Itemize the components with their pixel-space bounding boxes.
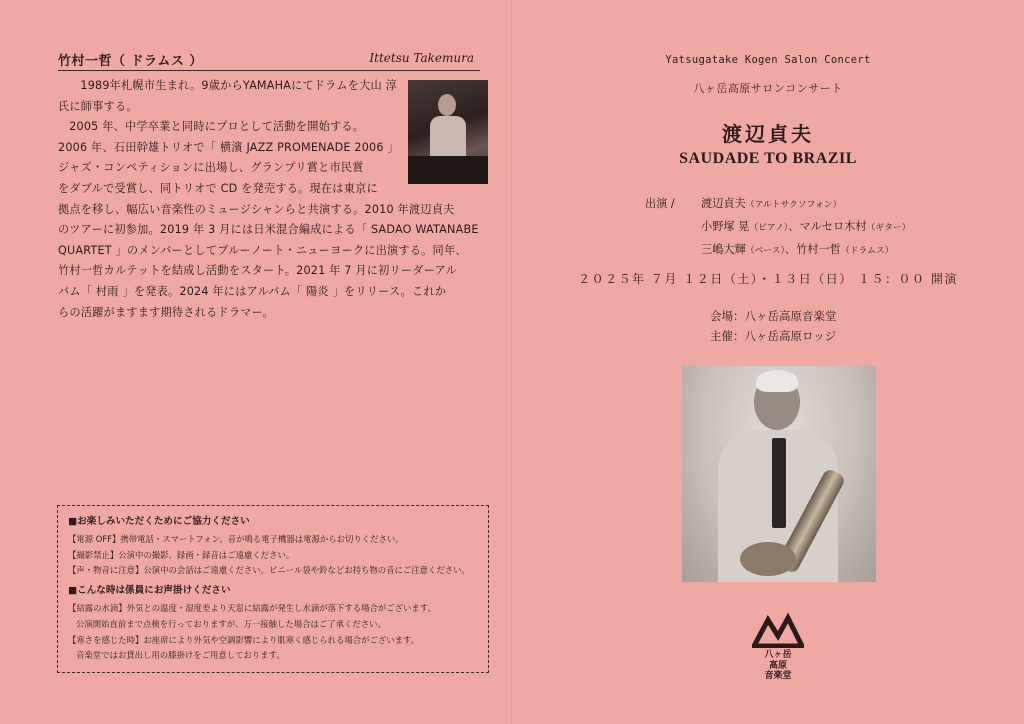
notice-heading-staff: ■こんな時は係員にお声掛けください <box>68 585 231 597</box>
bio-line: 2005 年、中学卒業と同時にプロとして活動を開始する。 <box>69 120 365 134</box>
bio-line: 竹村一哲カルテットを結成し活動をスタート。2021 年 7 月に初リーダーアル <box>58 264 457 278</box>
notice-item: 【結露の水滴】外気との温度・湿度差より天窓に結露が発生し水滴が落下する場合がございます。 <box>68 602 436 613</box>
host-line: 主催：八ヶ岳高原ロッジ <box>710 329 837 343</box>
performer-row <box>645 193 910 216</box>
performers-label: 出演 / <box>645 197 675 210</box>
photo-hair <box>756 370 798 392</box>
notice-item: 【撮影禁止】公演中の撮影、録画・録音はご遠慮ください。 <box>68 549 295 560</box>
performer-name: 小野塚 晃 <box>701 220 750 233</box>
notice-item: 公演開始直前まで点検を行っておりますが、万一接触した場合はご了承ください。 <box>76 618 386 629</box>
bio-line: 1989年札幌市生まれ。9歳からYAMAHAにてドラムを大山 淳 <box>80 79 398 92</box>
bio-name: 竹村一哲（ ドラムス ） <box>58 54 203 69</box>
notice-item: 【寒さを感じた時】お座席により外気や空調影響により肌寒く感じられる場合がございます。 <box>68 634 420 645</box>
fold-line <box>511 0 512 724</box>
logo-line: 音楽堂 <box>764 671 792 681</box>
performer-row <box>645 239 910 262</box>
photo-tie <box>772 438 786 528</box>
bio-line: 拠点を移し、幅広い音楽性のミュージシャンらと共演する。2010 年渡辺貞夫 <box>58 202 455 216</box>
mountain-logo-icon <box>752 612 804 648</box>
bio-romaji: Ittetsu Takemura <box>369 51 474 65</box>
concert-date: ２０２５年 ７月 １２日（土）・１３日（日） １５：００ 開演 <box>578 272 958 286</box>
logo-line: 八ヶ岳 <box>764 650 792 660</box>
performer-instrument: （ピアノ） <box>749 223 789 233</box>
performer-name: 、竹村一哲 <box>784 243 841 256</box>
notice-item: 音楽堂ではお貸出し用の膝掛けをご用意しております。 <box>76 650 285 661</box>
photo-sax-bell <box>740 542 796 576</box>
performer-instrument: （ギター） <box>866 223 911 233</box>
notice-item: 【声・物音に注意】公演中の会話はご遠慮ください。ビニール袋や鈴などお持ち物の音にご注意ください。 <box>68 565 470 576</box>
logo-text <box>752 650 804 682</box>
performer-instrument: （ドラムス） <box>840 246 894 256</box>
performer-name: 渡辺貞夫 <box>701 197 746 210</box>
audience-notice-box <box>57 505 489 673</box>
venue-line: 会場：八ヶ岳高原音楽堂 <box>710 309 837 323</box>
bio-line: QUARTET 」のメンバーとしてブルーノート・ニューヨークに出演する。同年、 <box>58 243 467 257</box>
saxophonist-photo <box>682 366 876 582</box>
bio-line: ジャズ・コンペティションに出場し、グランプリ賞と市民賞 <box>58 161 364 175</box>
venue-logo <box>752 612 804 702</box>
bio-line: バム「 村雨 」を発表。2024 年にはアルバム「 陽炎 」をリリース。これか <box>58 284 447 298</box>
bio-line: のツアーに初参加。2019 年 3 月には日米混合編成による「 SADAO WATANABE <box>58 223 479 237</box>
concert-series-en: Yatsugatake Kogen Salon Concert <box>665 54 871 66</box>
performer-instrument: （アルトサクソフォン） <box>745 200 842 210</box>
bio-header <box>58 50 480 71</box>
performer-name: 、マルセロ木村 <box>788 220 867 233</box>
performer-instrument: （ベース） <box>745 246 785 256</box>
performer-row <box>645 216 910 239</box>
performer-name: 三嶋大輝 <box>701 243 746 256</box>
logo-line: 高原 <box>768 660 787 671</box>
performers-list <box>645 193 910 262</box>
bio-line: 2006 年、石田幹雄トリオで「 横濱 JAZZ PROMENADE 2006 」 <box>58 140 399 154</box>
artist-title: 渡辺貞夫 <box>722 122 814 146</box>
bio-line: らの活躍がますます期待されるドラマー。 <box>58 305 274 319</box>
notice-item: 【電源 OFF】携帯電話・スマートフォン、音が鳴る電子機器は電源からお切りください。 <box>68 533 404 544</box>
notice-heading-cooperation: ■お楽しみいただくためにご協力ください <box>68 516 250 527</box>
bio-text <box>58 76 488 323</box>
concert-series-jp: 八ヶ岳高原サロンコンサート <box>693 82 843 95</box>
concert-subtitle: SAUDADE TO BRAZIL <box>679 150 857 167</box>
venue-info <box>710 306 837 346</box>
bio-line: 氏に師事する。 <box>58 99 138 113</box>
bio-line: をダブルで受賞し、同トリオで CD を発売する。現在は東京に <box>58 181 378 195</box>
